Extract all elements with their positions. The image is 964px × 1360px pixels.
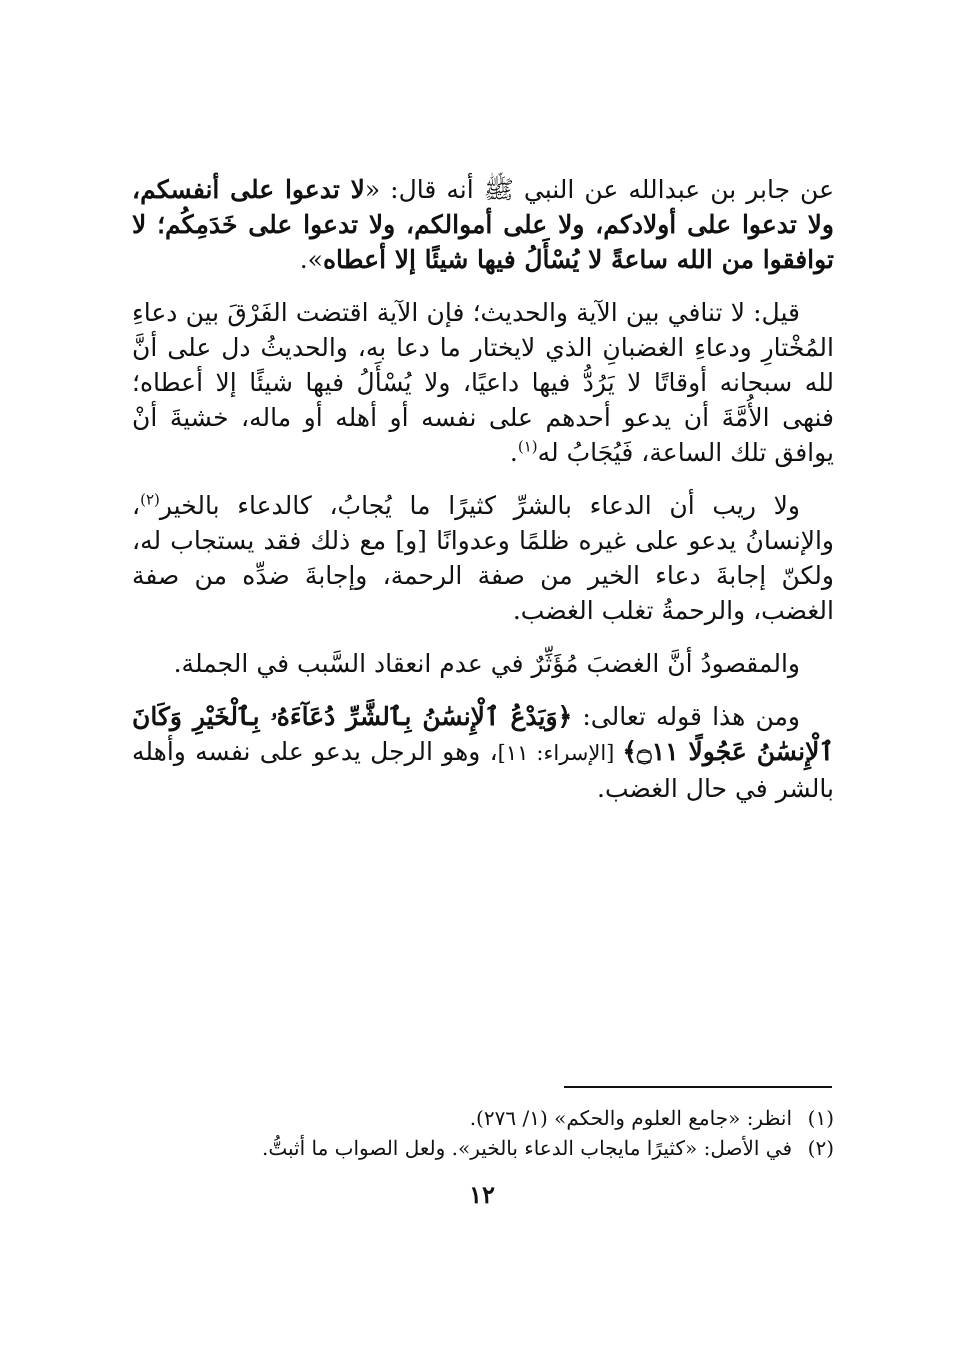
footnote-marker-2: (٢) [140, 490, 160, 509]
hadith-text: لا تدعوا على أنفسكم، ولا تدعوا على أولادكم، ولا على أموالكم، ولا تدعوا على خَدَمِكُم؛ لا توافقوا من الله ساعةً لا يُسْأَلُ فيها شيئًا إلا أعطاه [132, 175, 834, 274]
paragraph-explanation [132, 295, 834, 470]
footnote-text: في الأصل: «كثيرًا مايجاب الدعاء بالخير». ولعل الصواب ما أثبتُّ. [261, 1136, 792, 1160]
summary-text: والمقصودُ أنَّ الغضبَ مُؤَثِّرٌ في عدم انعقاد السَّبب في الجملة. [173, 649, 800, 678]
main-text [132, 172, 834, 824]
paragraph-summary [132, 646, 834, 681]
paragraph-hadith [132, 172, 834, 277]
footnote-text: انظر: «جامع العلوم والحكم» (١/ ٢٧٦). [469, 1106, 792, 1130]
explanation-text: قيل: لا تنافي بين الآية والحديث؛ فإن الآية اقتضت الفَرْقَ بين دعاءِ المُخْتارِ ودعاءِ الغضبانِ الذي لايختار ما دعا به، والحديثُ دل على أنَّ لله سبحانه أوقاتًا لا يَرُدُّ فيها داعيًا، ولا يُسْأَلُ فيها شيئًا إلا أعطاه؛ فنهى الأُمَّةَ أن يدعو أحدهم على نفسه أو أهله أو ماله، خشيةَ أنْ يوافق تلك الساعة، فَيُجَابُ له [132, 298, 834, 467]
verse-commentary: ، وهو الرجل يدعو على نفسه وأهله بالشر في حال الغضب. [132, 737, 834, 803]
footnote-number: (٢) [807, 1136, 834, 1160]
footnote-marker-1: (١) [517, 437, 538, 456]
verse-reference: [الإسراء: ١١] [497, 741, 623, 765]
quran-verse: ﴿وَيَدْعُ ٱلْإِنسَٰنُ بِٱلشَّرِّ دُعَآءَهُۥ بِٱلْخَيْرِ وَكَانَ ٱلْإِنسَٰنُ عَجُولًا ۝١١﴾ [132, 702, 834, 766]
footnote-divider [564, 1086, 832, 1088]
page-number: ١٢ [469, 1180, 495, 1209]
hadith-close: ». [299, 245, 323, 274]
footnote-item [132, 1103, 834, 1133]
hadith-intro: عن جابر بن عبدالله عن النبي ﷺ أنه قال: « [364, 175, 834, 204]
paragraph-verse [132, 699, 834, 806]
footnote-number: (١) [807, 1106, 834, 1130]
answer-text-a: ولا ريب أن الدعاء بالشرِّ كثيرًا ما يُجابُ، كالدعاء بالخير [159, 491, 800, 520]
verse-intro: ومن هذا قوله تعالى: [572, 702, 800, 731]
paragraph-answer [132, 488, 834, 628]
footnote-item [132, 1133, 834, 1163]
explanation-end: . [509, 438, 518, 467]
answer-text-b: ، والإنسانُ يدعو على غيره ظلمًا وعدوانًا [و] مع ذلك فقد يستجاب له، ولكنّ إجابةَ دعاء الخير من صفة الرحمة، وإجابةَ ضدِّه من صفة الغضب، والرحمةُ تغلب الغضب. [132, 491, 834, 625]
footnotes [132, 1103, 834, 1163]
